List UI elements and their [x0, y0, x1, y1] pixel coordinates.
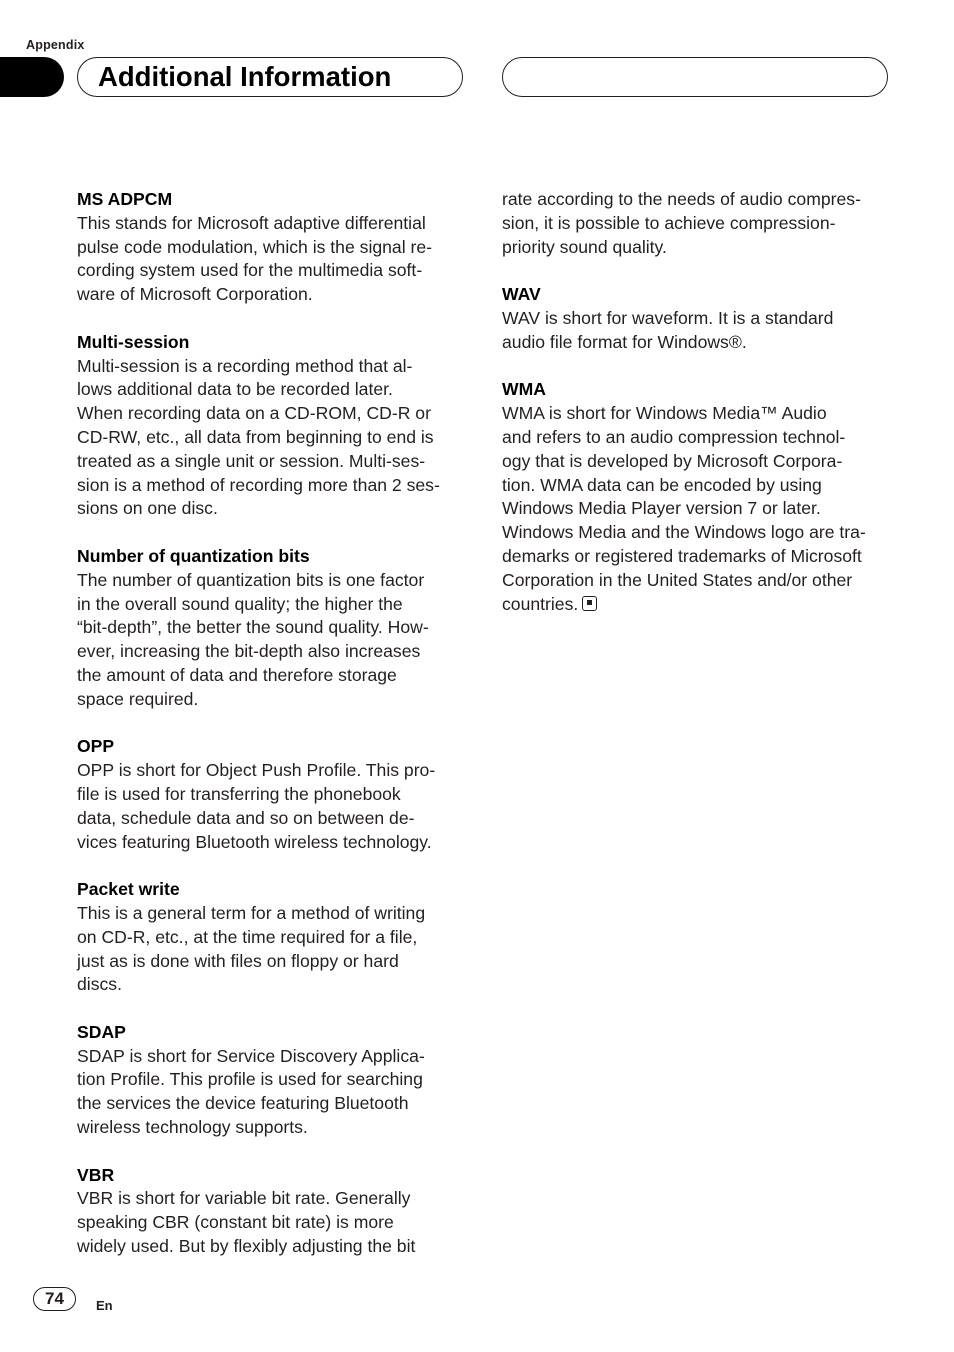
definition-line-text: widely used. But by flexibly adjusting the bit: [77, 1236, 416, 1257]
definition-line: [77, 378, 467, 402]
glossary-definition: [77, 212, 467, 307]
definition-line-text: demarks or registered trademarks of Microsoft: [502, 545, 862, 566]
glossary-definition: [77, 355, 467, 522]
definition-line-text: This is a general term for a method of writing: [77, 902, 426, 923]
definition-line: [77, 259, 467, 283]
definition-line: sion, it is possible to achieve compression-: [502, 212, 836, 233]
definition-line: [77, 355, 467, 379]
definition-line-text: pulse code modulation, which is the signal re-: [77, 236, 433, 257]
definition-line-text: and refers to an audio compression technol-: [502, 426, 846, 447]
glossary-definition: [77, 759, 467, 854]
definition-line: [502, 426, 892, 450]
definition-line: [77, 926, 467, 950]
glossary-term: OPP: [77, 736, 115, 757]
definition-line-text: Multi-session is a recording method that al-: [77, 355, 413, 376]
definition-line: [77, 1116, 467, 1140]
definition-line-text: ware of Microsoft Corporation.: [77, 284, 313, 305]
glossary-entry: [77, 878, 467, 997]
definition-line: [77, 1045, 467, 1069]
definition-line-text: speaking CBR (constant bit rate) is more: [77, 1212, 394, 1233]
definition-line-text: “bit-depth”, the better the sound quality. How-: [77, 617, 429, 638]
glossary-entry: [77, 331, 467, 521]
definition-line: [502, 307, 892, 331]
definition-line: [77, 664, 467, 688]
glossary-term: VBR: [77, 1164, 115, 1185]
definition-line-text: When recording data on a CD-ROM, CD-R or: [77, 403, 431, 424]
appendix-label: Appendix: [26, 38, 85, 52]
definition-line: [502, 402, 892, 426]
definition-line: [502, 569, 892, 593]
glossary-term: Multi-session: [77, 331, 190, 352]
definition-line: [77, 569, 467, 593]
definition-line: priority sound quality.: [502, 236, 667, 257]
glossary-entry: [77, 1164, 467, 1259]
definition-line: [77, 236, 467, 260]
definition-line-text: SDAP is short for Service Discovery Applica-: [77, 1045, 425, 1066]
definition-line-text: OPP is short for Object Push Profile. This pro-: [77, 760, 436, 781]
glossary-entry: [502, 378, 892, 616]
definition-line-text: WAV is short for waveform. It is a standard: [502, 307, 834, 328]
definition-line-text: space required.: [77, 688, 199, 709]
definition-line: [77, 1235, 467, 1259]
glossary-term: WAV: [502, 284, 541, 305]
page-number-badge: 74: [33, 1287, 76, 1311]
definition-line-text: This stands for Microsoft adaptive differential: [77, 212, 426, 233]
definition-line-text: tion Profile. This profile is used for searching: [77, 1069, 423, 1090]
glossary-definition: [502, 307, 892, 355]
definition-line-text: WMA is short for Windows Media™ Audio: [502, 403, 827, 424]
section-tab: [0, 57, 64, 97]
definition-line: [77, 212, 467, 236]
definition-line: [502, 521, 892, 545]
definition-line-text: ever, increasing the bit-depth also increases: [77, 641, 421, 662]
glossary-definition: [77, 1045, 467, 1140]
definition-line-text: in the overall sound quality; the higher the: [77, 593, 403, 614]
definition-line-text: The number of quantization bits is one factor: [77, 569, 425, 590]
glossary-entry: [77, 735, 467, 854]
glossary-definition: [77, 902, 467, 997]
definition-line-text: sion is a method of recording more than 2 ses-: [77, 474, 440, 495]
glossary-definition: [77, 1187, 467, 1258]
definition-line: [77, 497, 467, 521]
definition-line-text: lows additional data to be recorded later.: [77, 379, 393, 400]
definition-line-text: audio file format for Windows®.: [502, 331, 747, 352]
glossary-entry: [502, 283, 892, 354]
glossary-entry: [77, 545, 467, 712]
definition-line: rate according to the needs of audio compres-: [502, 189, 861, 209]
definition-line-text: ogy that is developed by Microsoft Corpora-: [502, 450, 843, 471]
glossary-term: WMA: [502, 379, 546, 400]
definition-line-text: vices featuring Bluetooth wireless technology.: [77, 831, 432, 852]
glossary-term: Packet write: [77, 879, 180, 900]
definition-line: [502, 545, 892, 569]
definition-line-text: sions on one disc.: [77, 498, 218, 519]
definition-line: [502, 593, 892, 617]
definition-line: [77, 807, 467, 831]
definition-line-text: VBR is short for variable bit rate. Generally: [77, 1188, 411, 1209]
definition-line: [77, 1092, 467, 1116]
definition-line-text: cording system used for the multimedia soft-: [77, 260, 423, 281]
definition-line: [77, 593, 467, 617]
definition-line: [502, 450, 892, 474]
definition-line: [77, 902, 467, 926]
definition-line: [77, 616, 467, 640]
continuation-paragraph: [502, 188, 892, 259]
definition-line-text: discs.: [77, 974, 122, 995]
definition-line: [77, 973, 467, 997]
definition-line-text: Windows Media Player version 7 or later.: [502, 498, 821, 519]
definition-line: [77, 474, 467, 498]
definition-line-text: countries.: [502, 593, 579, 614]
definition-line: [77, 688, 467, 712]
end-of-section-icon: [582, 596, 597, 611]
glossary-entry: [77, 188, 467, 307]
definition-line-text: just as is done with files on floppy or hard: [77, 950, 399, 971]
definition-line-text: on CD-R, etc., at the time required for a file,: [77, 926, 418, 947]
definition-line-text: file is used for transferring the phonebook: [77, 783, 401, 804]
definition-line: [77, 1187, 467, 1211]
definition-line: [77, 640, 467, 664]
definition-line: [77, 450, 467, 474]
glossary-term: SDAP: [77, 1021, 126, 1042]
definition-line: [77, 759, 467, 783]
definition-line: [502, 474, 892, 498]
definition-line-text: treated as a single unit or session. Multi-ses-: [77, 450, 426, 471]
definition-line: [77, 783, 467, 807]
glossary-term: MS ADPCM: [77, 189, 173, 209]
definition-line: [502, 331, 892, 355]
right-column: [502, 188, 892, 640]
left-column: [77, 188, 467, 1283]
definition-line-text: the services the device featuring Bluetooth: [77, 1093, 409, 1114]
definition-line-text: CD-RW, etc., all data from beginning to end is: [77, 426, 434, 447]
glossary-term: Number of quantization bits: [77, 545, 310, 566]
language-label: En: [96, 1298, 113, 1313]
definition-line: [77, 950, 467, 974]
definition-line: [77, 1068, 467, 1092]
page-title: Additional Information: [98, 61, 392, 92]
title-box: [77, 57, 463, 97]
header-empty-box: [502, 57, 888, 97]
definition-line-text: Corporation in the United States and/or other: [502, 569, 853, 590]
definition-line: [77, 831, 467, 855]
glossary-entry: [77, 1021, 467, 1140]
definition-line: [502, 497, 892, 521]
definition-line-text: data, schedule data and so on between de-: [77, 807, 415, 828]
definition-line-text: Windows Media and the Windows logo are tra-: [502, 522, 866, 543]
definition-line-text: wireless technology supports.: [77, 1117, 308, 1138]
glossary-definition: [77, 569, 467, 712]
definition-line: [77, 283, 467, 307]
definition-line-text: tion. WMA data can be encoded by using: [502, 474, 822, 495]
definition-line: [77, 402, 467, 426]
definition-line: [77, 426, 467, 450]
glossary-definition: [502, 402, 892, 616]
definition-line: [77, 1211, 467, 1235]
definition-line-text: the amount of data and therefore storage: [77, 664, 397, 685]
